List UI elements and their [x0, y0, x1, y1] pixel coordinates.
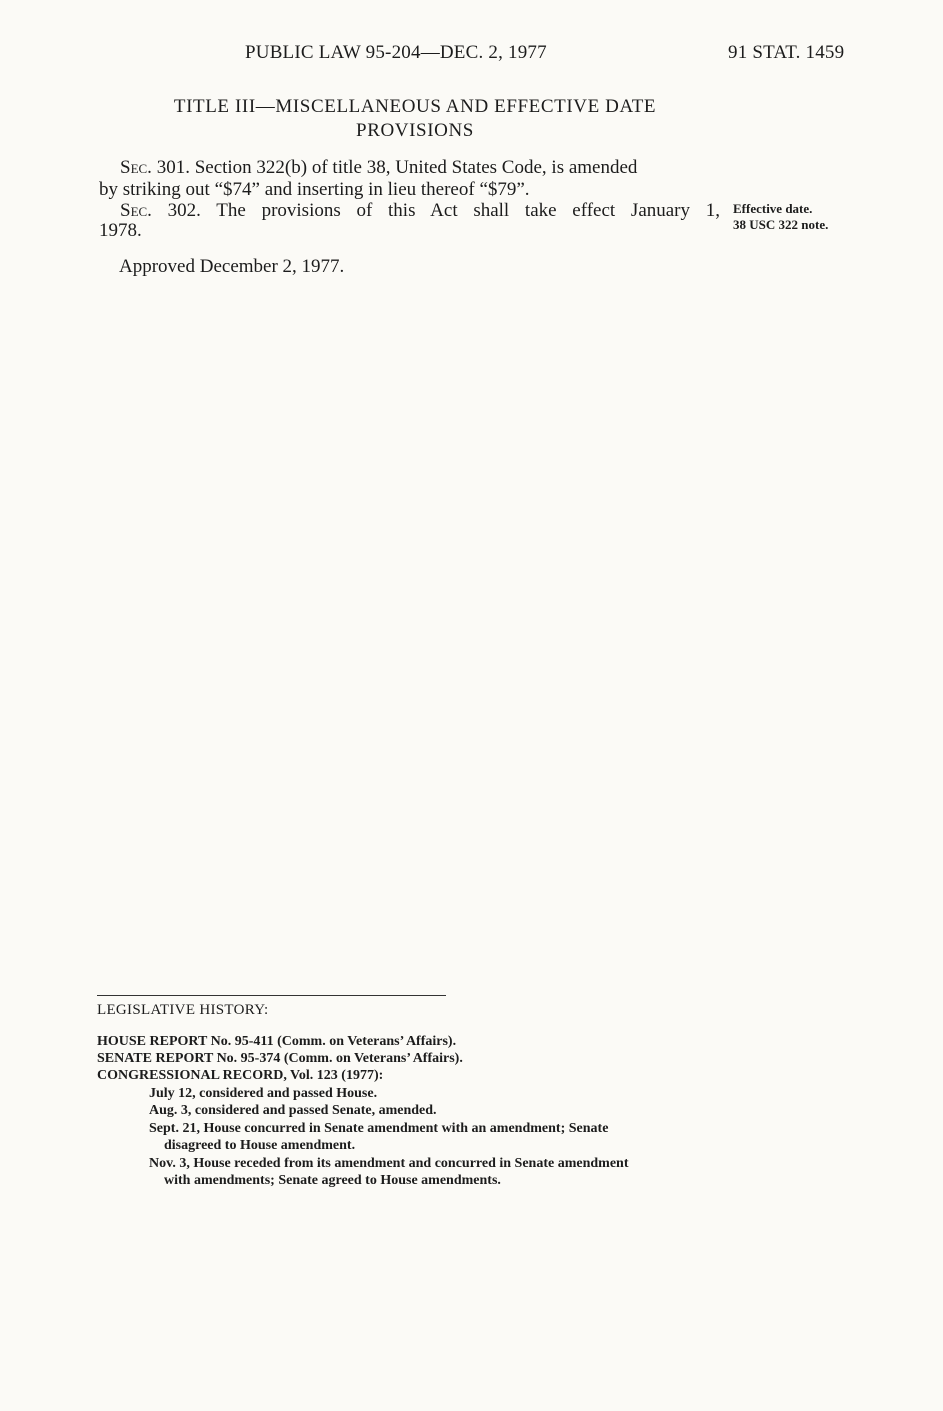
congressional-record: CONGRESSIONAL RECORD, Vol. 123 (1977): — [97, 1068, 384, 1083]
approval-date: Approved December 2, 1977. — [119, 256, 345, 277]
section-302-line-1 — [120, 200, 720, 222]
margin-note-citation: 38 USC 322 note. — [733, 217, 829, 232]
section-302-line-2: 1978. — [99, 220, 142, 241]
senate-report: SENATE REPORT No. 95-374 (Comm. on Veterans’ Affairs). — [97, 1051, 463, 1066]
section-abbr: Sec. — [120, 157, 152, 178]
section-301-text: 301. Section 322(b) of title 38, United States Code, is amended — [151, 157, 638, 178]
divider-rule — [97, 995, 446, 996]
history-event-continuation: disagreed to House amendment. — [164, 1138, 356, 1153]
title-heading-line-1: TITLE III—MISCELLANEOUS AND EFFECTIVE DATE — [173, 96, 657, 117]
section-301-line-1 — [120, 157, 637, 179]
running-header-title: PUBLIC LAW 95-204—DEC. 2, 1977 — [245, 42, 547, 63]
section-302-text: 302. The provisions of this Act shall take effect January 1, — [151, 200, 720, 221]
history-event: Aug. 3, considered and passed Senate, amended. — [149, 1103, 437, 1118]
margin-note-effective-date: Effective date. — [733, 201, 813, 216]
section-abbr: Sec. — [120, 200, 152, 221]
history-event: July 12, considered and passed House. — [149, 1086, 378, 1101]
history-event: Sept. 21, House concurred in Senate amendment with an amendment; Senate — [149, 1121, 609, 1136]
history-event: Nov. 3, House receded from its amendment and concurred in Senate amendment — [149, 1156, 629, 1171]
legislative-history-heading: LEGISLATIVE HISTORY: — [97, 1002, 269, 1018]
house-report: HOUSE REPORT No. 95-411 (Comm. on Veterans’ Affairs). — [97, 1034, 457, 1049]
section-301-line-2: by striking out “$74” and inserting in lieu thereof “$79”. — [99, 179, 530, 200]
page-statute-number: 91 STAT. 1459 — [728, 42, 845, 63]
history-event-continuation: with amendments; Senate agreed to House amendments. — [164, 1173, 501, 1188]
title-heading-line-2: PROVISIONS — [356, 120, 474, 141]
